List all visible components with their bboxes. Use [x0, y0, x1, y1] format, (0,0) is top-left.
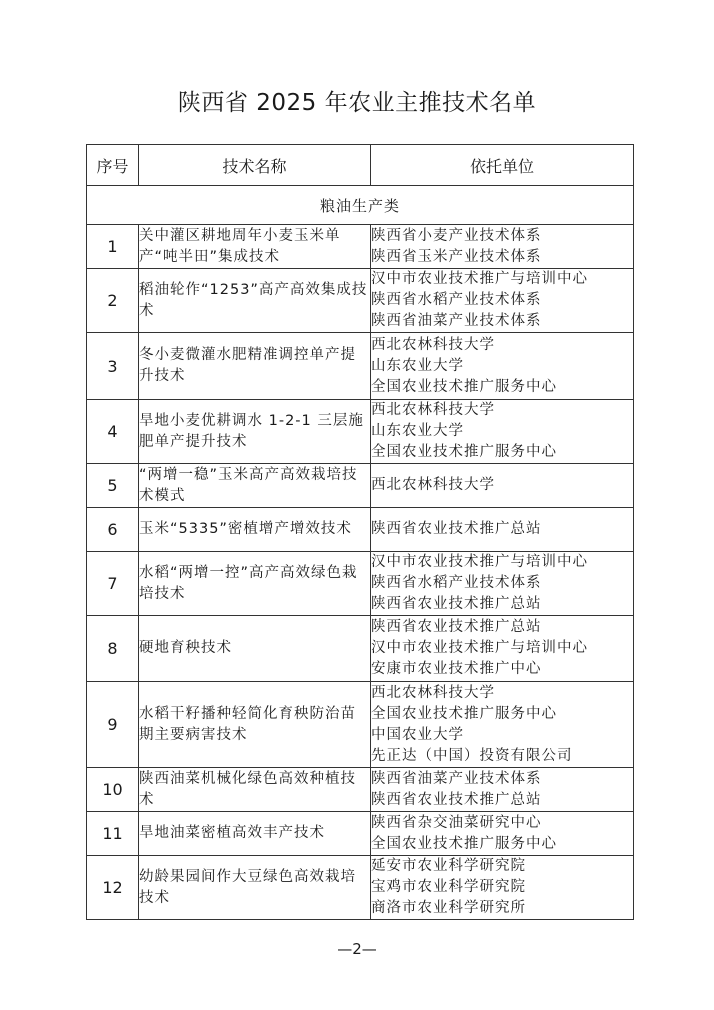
- organization-item: 中国农业大学: [371, 726, 464, 743]
- row-number: 4: [87, 400, 139, 464]
- row-number: 6: [87, 508, 139, 552]
- organization-item: 商洛市农业科学研究所: [371, 900, 526, 916]
- row-number: 1: [87, 225, 139, 269]
- page-number: —2—: [337, 940, 377, 958]
- support-organizations: [371, 508, 634, 552]
- table-row: [87, 333, 634, 400]
- table-row: [87, 616, 634, 682]
- table-row: [87, 225, 634, 269]
- technology-name: 幼龄果园间作大豆绿色高效栽培技术: [139, 856, 371, 920]
- organization-item: 西北农林科技大学: [371, 336, 495, 353]
- support-organizations: [371, 768, 634, 812]
- organization-item: 西北农林科技大学: [371, 402, 495, 418]
- support-organizations: [371, 225, 634, 269]
- row-number: 11: [87, 812, 139, 856]
- technology-name: 旱地油菜密植高效丰产技术: [139, 812, 371, 856]
- organization-item: 延安市农业科学研究院: [371, 858, 526, 874]
- header-no: 序号: [87, 145, 139, 186]
- technology-name: 陕西油菜机械化绿色高效种植技术: [139, 768, 371, 812]
- organization-item: 陕西省油菜产业技术体系: [371, 313, 542, 329]
- technology-name: “两增一稳”玉米高产高效栽培技术模式: [139, 464, 371, 508]
- row-number: 12: [87, 856, 139, 920]
- support-organizations: [371, 333, 634, 400]
- row-number: 3: [87, 333, 139, 400]
- table-row: [87, 768, 634, 812]
- organization-item: 陕西省小麦产业技术体系: [371, 227, 542, 244]
- table-row: [87, 464, 634, 508]
- row-number: 2: [87, 269, 139, 333]
- category-label: 粮油生产类: [87, 186, 634, 225]
- organization-item: 陕西省水稻产业技术体系: [371, 575, 542, 591]
- organization-item: 全国农业技术推广服务中心: [371, 378, 557, 395]
- row-number: 10: [87, 768, 139, 812]
- support-organizations: [371, 682, 634, 768]
- header-org: 依托单位: [371, 145, 634, 186]
- organization-item: 陕西省玉米产业技术体系: [371, 248, 542, 265]
- technology-name: 水稻“两增一控”高产高效绿色栽培技术: [139, 552, 371, 616]
- technology-name: 水稻干籽播种轻简化育秧防治苗期主要病害技术: [139, 682, 371, 768]
- support-organizations: [371, 269, 634, 333]
- header-name: 技术名称: [139, 145, 371, 186]
- table-row: [87, 682, 634, 768]
- organization-item: 全国农业技术推广服务中心: [371, 705, 557, 722]
- organization-item: 西北农林科技大学: [371, 684, 495, 701]
- organization-item: 汉中市农业技术推广与培训中心: [371, 554, 588, 570]
- organization-item: 全国农业技术推广服务中心: [371, 444, 557, 460]
- organization-item: 陕西省杂交油菜研究中心: [371, 814, 542, 831]
- organization-item: 陕西省油菜产业技术体系: [371, 770, 542, 787]
- table-row: [87, 400, 634, 464]
- table-row: [87, 508, 634, 552]
- organization-item: 陕西省水稻产业技术体系: [371, 292, 542, 308]
- organization-item: 汉中市农业技术推广与培训中心: [371, 640, 588, 656]
- table-row: [87, 812, 634, 856]
- organization-item: 全国农业技术推广服务中心: [371, 835, 557, 852]
- technology-name: 硬地育秧技术: [139, 616, 371, 682]
- organization-item: 陕西省农业技术推广总站: [371, 521, 542, 537]
- row-number: 9: [87, 682, 139, 768]
- technology-name: 稻油轮作“1253”高产高效集成技术: [139, 269, 371, 333]
- row-number: 7: [87, 552, 139, 616]
- support-organizations: [371, 464, 634, 508]
- table-row: [87, 856, 634, 920]
- organization-item: 西北农林科技大学: [371, 477, 495, 493]
- row-number: 5: [87, 464, 139, 508]
- organization-item: 陕西省农业技术推广总站: [371, 619, 542, 635]
- support-organizations: [371, 616, 634, 682]
- row-number: 8: [87, 616, 139, 682]
- category-row: [87, 186, 634, 225]
- organization-item: 安康市农业技术推广中心: [371, 661, 542, 677]
- support-organizations: [371, 812, 634, 856]
- technology-name: 玉米“5335”密植增产增效技术: [139, 508, 371, 552]
- organization-item: 陕西省农业技术推广总站: [371, 791, 542, 808]
- table-header-row: [87, 145, 634, 186]
- support-organizations: [371, 552, 634, 616]
- technology-name: 旱地小麦优耕调水 1-2-1 三层施肥单产提升技术: [139, 400, 371, 464]
- table-row: [87, 552, 634, 616]
- organization-item: 先正达（中国）投资有限公司: [371, 747, 573, 764]
- page-title: 陕西省 2025 年农业主推技术名单: [177, 90, 537, 116]
- technology-name: 冬小麦微灌水肥精准调控单产提升技术: [139, 333, 371, 400]
- organization-item: 陕西省农业技术推广总站: [371, 596, 542, 612]
- organization-item: 山东农业大学: [371, 357, 464, 374]
- table-row: [87, 269, 634, 333]
- support-organizations: [371, 400, 634, 464]
- support-organizations: [371, 856, 634, 920]
- organization-item: 宝鸡市农业科学研究院: [371, 879, 526, 895]
- organization-item: 汉中市农业技术推广与培训中心: [371, 271, 588, 287]
- technology-table: [86, 144, 634, 920]
- technology-name: 关中灌区耕地周年小麦玉米单产“吨半田”集成技术: [139, 225, 371, 269]
- organization-item: 山东农业大学: [371, 423, 464, 439]
